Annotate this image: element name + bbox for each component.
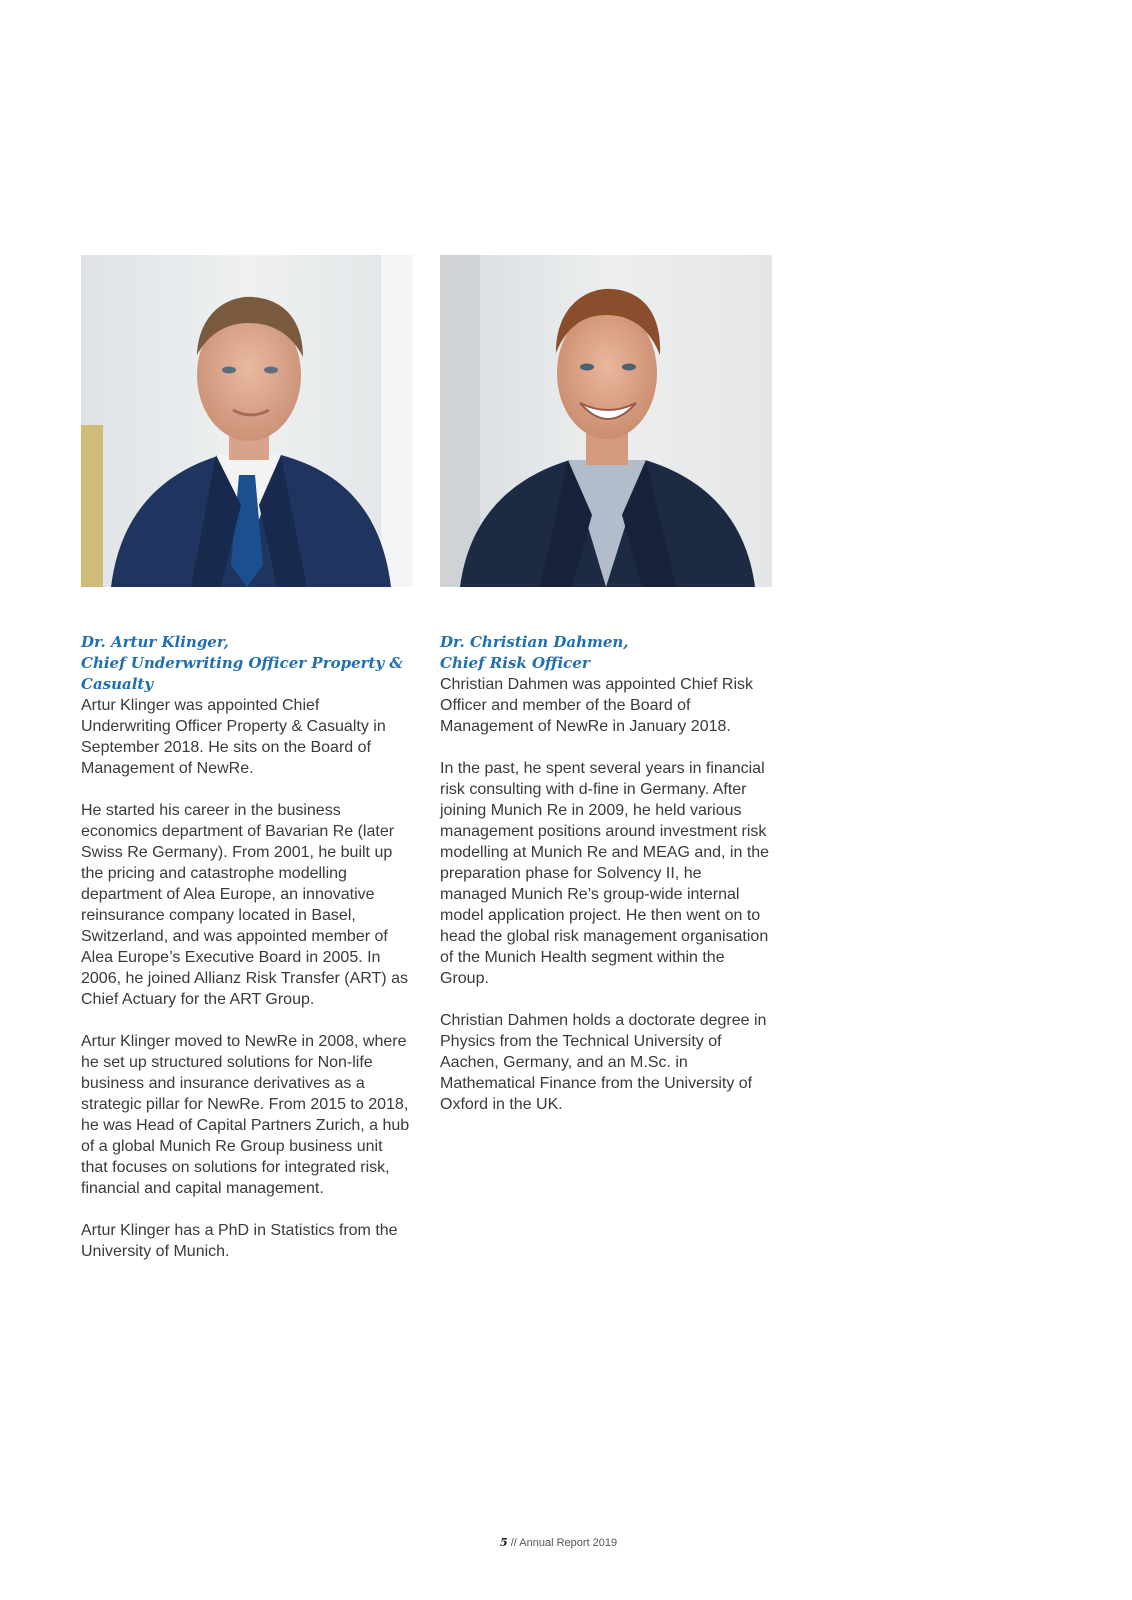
bio-paragraph: Christian Dahmen holds a doctorate degree in Physics from the Technical University of Aachen, Germany, and an M.Sc. in Mathematical Finance from the University of Oxford in the UK. bbox=[440, 1012, 767, 1113]
bio-paragraph: In the past, he spent several years in financial risk consulting with d-fine in Germany. After joining Munich Re in 2009, he held various management positions around investment risk modelling at Munich Re and MEAG and, in the preparation phase for Solvency II, he managed Munich Re’s group-wide internal model application project. He then went on to head the global risk management organisation of the Munich Health segment within the Group. bbox=[440, 760, 770, 987]
page-number: 5 bbox=[500, 1536, 508, 1549]
bio-paragraph: Artur Klinger was appointed Chief Underwriting Officer Property & Casualty in September 2018. He sits on the Board of Management of NewRe. bbox=[81, 697, 386, 777]
profile-christian-dahmen bbox=[440, 255, 772, 1136]
bio-paragraph: He started his career in the business economics department of Bavarian Re (later Swiss Re Germany). From 2001, he built up the pricing and catastrophe modelling department of Alea Europe, an innovative reinsurance company located in Basel, Switzerland, and was appointed member of Alea Europe’s Executive Board in 2005. In 2006, he joined Allianz Risk Transfer (ART) as Chief Actuary for the ART Group. bbox=[81, 802, 408, 1008]
biography bbox=[81, 695, 413, 1262]
portrait-photo-christian-dahmen bbox=[440, 255, 772, 587]
person-title-line: Chief Underwriting Officer Property & bbox=[81, 654, 403, 672]
person-title-line: Chief Risk Officer bbox=[440, 654, 590, 672]
page-footer bbox=[500, 1536, 617, 1549]
person-name: Dr. Artur Klinger, bbox=[81, 633, 229, 651]
profile-artur-klinger bbox=[81, 255, 413, 1283]
person-name-title bbox=[440, 632, 772, 674]
bio-paragraph: Artur Klinger moved to NewRe in 2008, where he set up structured solutions for Non-life business and insurance derivatives as a strategic pillar for NewRe. From 2015 to 2018, he was Head of Capital Partners Zurich, a hub of a global Munich Re Group business unit that focuses on solutions for integrated risk, financial and capital management. bbox=[81, 1033, 410, 1197]
bio-paragraph: Artur Klinger has a PhD in Statistics from the University of Munich. bbox=[81, 1222, 398, 1260]
person-name-title bbox=[81, 632, 413, 695]
portrait-photo-artur-klinger bbox=[81, 255, 413, 587]
biography bbox=[440, 674, 772, 1115]
bio-paragraph: Christian Dahmen was appointed Chief Risk Officer and member of the Board of Management of NewRe in January 2018. bbox=[440, 676, 754, 735]
person-title-line: Casualty bbox=[81, 675, 154, 693]
report-label: Annual Report 2019 bbox=[519, 1537, 618, 1549]
footer-separator: // bbox=[507, 1537, 520, 1549]
person-name: Dr. Christian Dahmen, bbox=[440, 633, 629, 651]
